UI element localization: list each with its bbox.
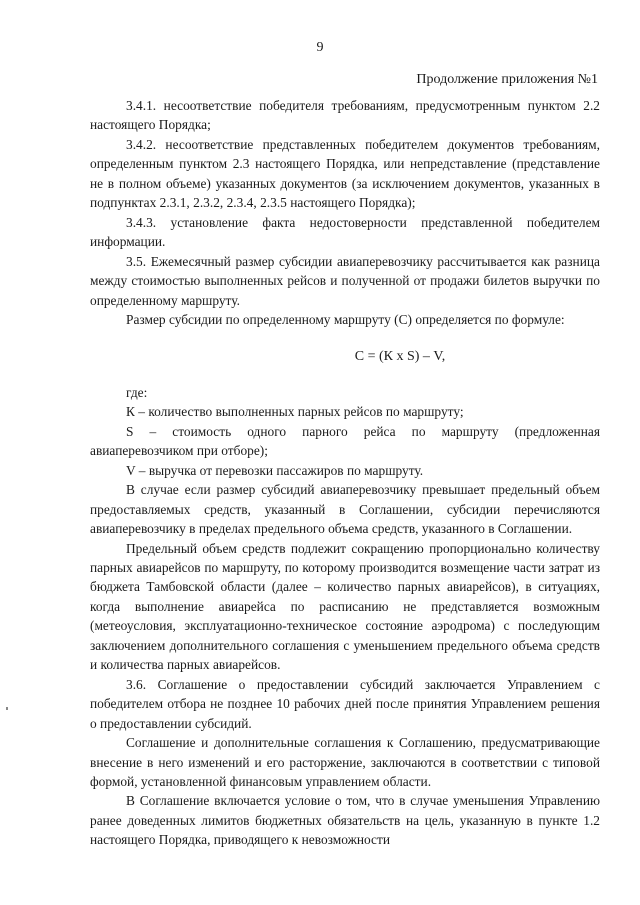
paragraph-agreement-condition: В Соглашение включается условие о том, что в случае уменьшения Управлению ранее доведенных лимитов бюджетных обязательств на цель, указанную в пункте 1.2 настоящего Порядка, приводящего к невозможности	[90, 793, 600, 848]
appendix-header: Продолжение приложения №1	[416, 72, 598, 87]
paragraph-3-6: 3.6. Соглашение о предоставлении субсидий заключается Управлением с победителем отбора не позднее 10 рабочих дней после принятия Управлением решения о предоставлении субсидий.	[90, 676, 600, 731]
paragraph-limit-exceeded: В случае если размер субсидий авиаперевозчику превышает предельный объем предоставляемых средств, указанный в Соглашении, субсидии перечисляются авиаперевозчику в пределах предельного объема средств, указанного в Соглашении.	[90, 482, 600, 537]
paragraph-3-4-2: 3.4.2. несоответствие представленных победителем документов требованиям, определенным пунктом 2.3 настоящего Порядка, или непредставление (представление не в полном объеме) указанных документов (за исключением документов, указанных в подпунктах 2.3.1, 2.3.2, 2.3.4, 2.3.5 настоящего Порядка);	[90, 136, 600, 211]
definition-s: S – стоимость одного парного рейса по маршруту (предложенная авиаперевозчиком при отборе);	[90, 423, 600, 459]
definition-k: К – количество выполненных парных рейсов по маршруту;	[126, 404, 464, 420]
paragraph-subsidy-size: Размер субсидии по определенному маршруту (С) определяется по формуле:	[126, 311, 565, 327]
paragraph-3-5: 3.5. Ежемесячный размер субсидии авиаперевозчику рассчитывается как разница между стоимостью выполненных рейсов и полученной от продажи билетов выручки по определенному маршруту.	[90, 253, 600, 308]
definition-v: V – выручка от перевозки пассажиров по маршруту.	[126, 462, 424, 478]
paragraph-limit-reduction: Предельный объем средств подлежит сокращению пропорционально количеству парных авиарейсов по маршруту, по которому производится возмещение части затрат из бюджета Тамбовской области (далее – количество парных авиарейсов), в ситуациях, когда выполнение авиарейса по расписанию не представляется возможным (метеоусловия, эксплуатационно-техническое состояние аэродрома) с последующим заключением дополнительного соглашения с уменьшением предельного объема средств и количества парных авиарейсов.	[90, 540, 600, 673]
subsidy-formula: С = (К х S) – V,	[354, 349, 446, 365]
paragraph-3-4-3: 3.4.3. установление факта недостоверности представленной победителем информации.	[90, 214, 600, 250]
paragraph-agreement-form: Соглашение и дополнительные соглашения к Соглашению, предусматривающие внесение в него изменений и его расторжение, заключаются в соответствии с типовой формой, установленной финансовым управлением области.	[90, 735, 600, 789]
where-label: где:	[126, 384, 148, 400]
document-body	[90, 96, 600, 850]
scan-mark	[6, 707, 8, 710]
page-number: 9	[316, 40, 324, 55]
paragraph-3-4-1: 3.4.1. несоответствие победителя требованиям, предусмотренным пунктом 2.2 настоящего Порядка;	[90, 98, 600, 133]
